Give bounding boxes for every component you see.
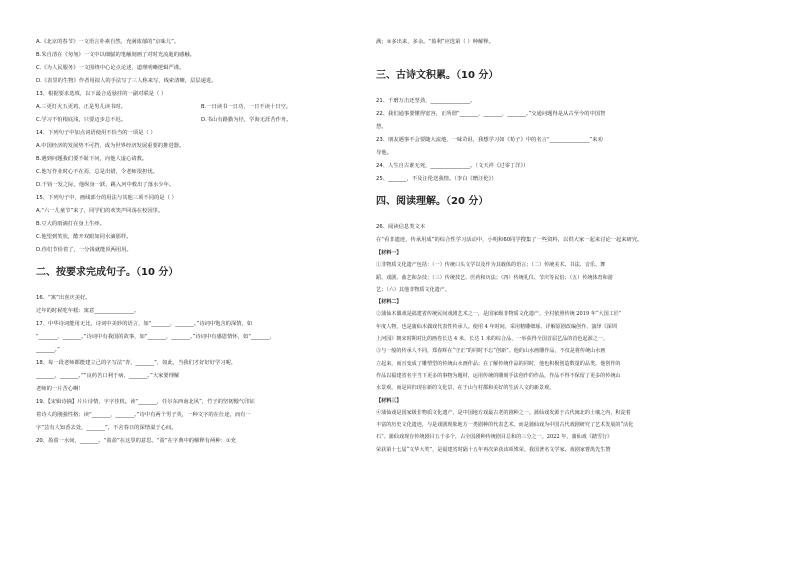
text-line: 老师的一片苦心啊！ xyxy=(36,386,84,392)
material-line: ④蒲仙戏是国家级非物质文化遗产，是中国地方戏最古老的剧种之一。蒲仙戏发源于古代闽北的土壤之内，积淀着 xyxy=(376,409,631,416)
material-heading: 【材料三】 xyxy=(376,397,402,404)
material-line: 艺；（六）其他非物质文化遗产。 xyxy=(376,286,450,293)
text-line: 在“看非遗迹，传承用成”的综合性学习活动中，小明和60同学搜集了一些资料，以供大家一起来讨论一起来研究。 xyxy=(376,237,643,243)
text-line: B.朱自清在《匆匆》一文中以细腻的笔触刻画了对时光流逝的感触。 xyxy=(36,52,195,58)
text-line: 字”芸有人知香去处，_______”，不舍春日的深情溢于心间。 xyxy=(36,425,177,431)
question-23: 23、朋友遇事不会要随大流地，一味苛诅，我想学习如《荀子》中的名言“_______________”来劝 xyxy=(376,137,603,143)
text-line: 过年的时候吃年糕：寓意_______________。 xyxy=(36,308,140,314)
question-20-continued: 满；②多出来，多余。“盈利”应选第（ ）种解释。 xyxy=(376,39,494,45)
section-4-body xyxy=(376,221,761,456)
material-line: 丰富的历史文化遗迹，与是戏剧现象地方一类剧种的代表艺术，而是蒲仙戏为中国古代戏剧研究了艺术发展的“活化 xyxy=(376,422,634,429)
material-line: 水景观，而是回归现在新的文化景，在于山与村都和美好的生活人文的新景观。 xyxy=(376,385,555,392)
text-line: A.中国经济的发展势不可挡，成为世界经济发展重要的推进器。 xyxy=(36,143,185,149)
material-line: 上河园》朝宋时期对比的画卷长达 4 米、长达 1 米的综合品，一举获得全国首届艺品的首色起源之一。 xyxy=(376,336,608,343)
question-16: 16、“寓”出喜庆美好。 xyxy=(36,295,91,301)
text-line: B.豆大的雨滴打在身上生疼。 xyxy=(36,221,105,227)
section-3-body xyxy=(376,95,761,186)
question-24: 24、人生自古谁无死，_______________。（文天祥《过零丁洋》） xyxy=(376,163,529,169)
material-line: 蹈、戏剧、曲艺和杂技；（三）传统技艺、医药和历法；（四）传统礼仪、节庆等民俗；（五）传统体育和游 xyxy=(376,274,613,281)
question-15: 15、下列句子中，画线部分的用法与其他三项不同的是（ ） xyxy=(36,195,177,201)
text-line: 着诗人的刚强性格；读“_______，_______。”诗中有两个男子英，一种文字的在仕途，而有一 xyxy=(36,412,251,418)
option-row xyxy=(36,114,376,127)
option-c: C.学习不怕根底浅，只要迈步总不迟。 xyxy=(36,117,127,123)
material-line: 荣获第十七届“文华大奖”，是福建省时隔十五年再次荣获该项殊荣。我国著名文学家、戏剧家曹禺先生赞 xyxy=(376,446,611,453)
question-block-14-15 xyxy=(36,127,376,257)
text-line: C.他写作业时心不在焉，总是出错，令老师很担忧。 xyxy=(36,169,158,175)
option-a: A.三更灯火五更鸡，正是男儿读书时。 xyxy=(36,104,126,110)
material-line: 石”。蒲仙戏现存传统剧目五千多个，占全国剧种传统剧目总和的三分之一。2022 年，蒲仙戏《踏雪行》 xyxy=(376,434,613,441)
material-line: ②蒲仙木偶戏是福建省传统民间戏剧艺术之一，是国家级非物质文化遗产。全村依照传统 2019 年“大国工匠” xyxy=(376,311,622,318)
text-line: D.《表里的生物》作者用拟人的手法写了三人称来写，线索清晰，层层递进。 xyxy=(36,78,217,84)
section-4-title: 四、阅读理解。（20 分） xyxy=(376,196,489,207)
right-column xyxy=(376,36,761,456)
material-line: 作品以福建省名字当下更多的事物为题材，运用传统的雕刻手法创作的作品，作品不得不保留了更多的传统山 xyxy=(376,372,621,379)
question-20: 20、盈盈一水间，_______。“盈盈”在这里的意思。“盈”在字典中的解释有两种：①充 xyxy=(36,438,236,444)
question-18: 18、每一段老师都能建立己的字写法“青，_______”，如此，当我们才好好好学习呢， xyxy=(36,360,237,366)
material-line: 年度人物，也是蒲仙木偶戏代表性传承人。使用 4 年时间，采用精雕细琢、详解原剧改编创作、演绎《深圳 xyxy=(376,323,617,330)
question-26: 26、阅读信息类文本 xyxy=(376,224,426,230)
question-13-options xyxy=(36,101,376,127)
question-17: 17、中华诗词能用无比，诗词中美妙的语言，如“_______，_______。”诗词中饱含的深情，如 xyxy=(36,321,253,327)
text-line: D.你们节俭着了，一分钱就能顶两用用。 xyxy=(36,247,132,253)
left-column xyxy=(36,36,376,448)
section-2-title: 二、按要求完成句子。（10 分） xyxy=(36,267,179,278)
question-13: 13、根据要求选填，以下最合适悬挂的一副对联是（ ） xyxy=(36,91,167,97)
text-line: _______，_______。”“良药苦口利于病，_______。”大家要理解 xyxy=(36,373,180,379)
section-2-body xyxy=(36,292,376,448)
material-heading: 【材料二】 xyxy=(376,299,402,306)
question-22: 22、我们通事要懂得宽容，正所谓“_______，_______，_______。”交通问题得是从古至今的中国智 xyxy=(376,111,606,117)
text-line: C.《为人民服务》一文围绕中心论点论述，道理明晰逻辑严谨。 xyxy=(36,65,185,71)
option-row xyxy=(36,101,376,114)
question-25: 25、_______，不及汪伦送我情。（李白《赠汪伦》） xyxy=(376,176,497,182)
text-line: D.千钧一发之际，他纵身一跃，跳入河中救出了落水少年。 xyxy=(36,182,175,188)
question-21: 21、千磨万击还坚劲，_______________。 xyxy=(376,98,476,104)
text-line: “_______，_______。”诗词中有我国的故事，如“_______，_______。”诗词中有感恩情怀，如“_______， xyxy=(36,334,275,340)
option-d: D.书山有路勤为径，学海无涯苦作舟。 xyxy=(201,117,292,123)
material-line: ③与一般的传承人不同，郑春辉在“守正”的同时不忘“创新”。他的山水画雕作品，不仅是将传统山水画 xyxy=(376,348,606,355)
material-line: 立起来，而且变成了雕塑型的传统山水画作品；在了解传统作品的同时，他也积极创造数量的品类。他创作的 xyxy=(376,360,621,367)
question-19: 19、【宋辑诗摘】片片诗情，字字佳机。读“_______，任尔东西南北风”，竹子的坚韧傲气印证 xyxy=(36,399,255,405)
material-heading: 【材料一】 xyxy=(376,250,402,256)
text-line: C.他望到笑状，酷开双眼如同水滴那样。 xyxy=(36,234,132,240)
reading-materials xyxy=(376,247,761,456)
material-line: ①非物质文化遗产包括：（一）传统口头文学以及作为其载体的语言；（二）传统美术、书法、音乐、舞 xyxy=(376,262,606,269)
text-line: 导他。 xyxy=(376,150,392,156)
text-line: 慧。 xyxy=(376,124,387,130)
option-b: B.一日读书一日功，一日不读十日空。 xyxy=(201,104,292,110)
section-3-title: 三、古诗文积累。（10 分） xyxy=(376,70,499,81)
text-line: B.遇到问题我们要不耻下问，向他人虚心请教。 xyxy=(36,156,148,162)
text-line: A.“六一儿童节”来了，同学们的欢笑声回荡在校园里。 xyxy=(36,208,164,214)
text-line: A.《北京的春节》一文语言朴素自然，充满浓郁的“京味儿”。 xyxy=(36,39,180,45)
question-14: 14、下列句子中加点词语使用不恰当的一项是（ ） xyxy=(36,130,156,136)
text-line: _______。” xyxy=(36,347,60,353)
question-block-12 xyxy=(36,36,376,101)
